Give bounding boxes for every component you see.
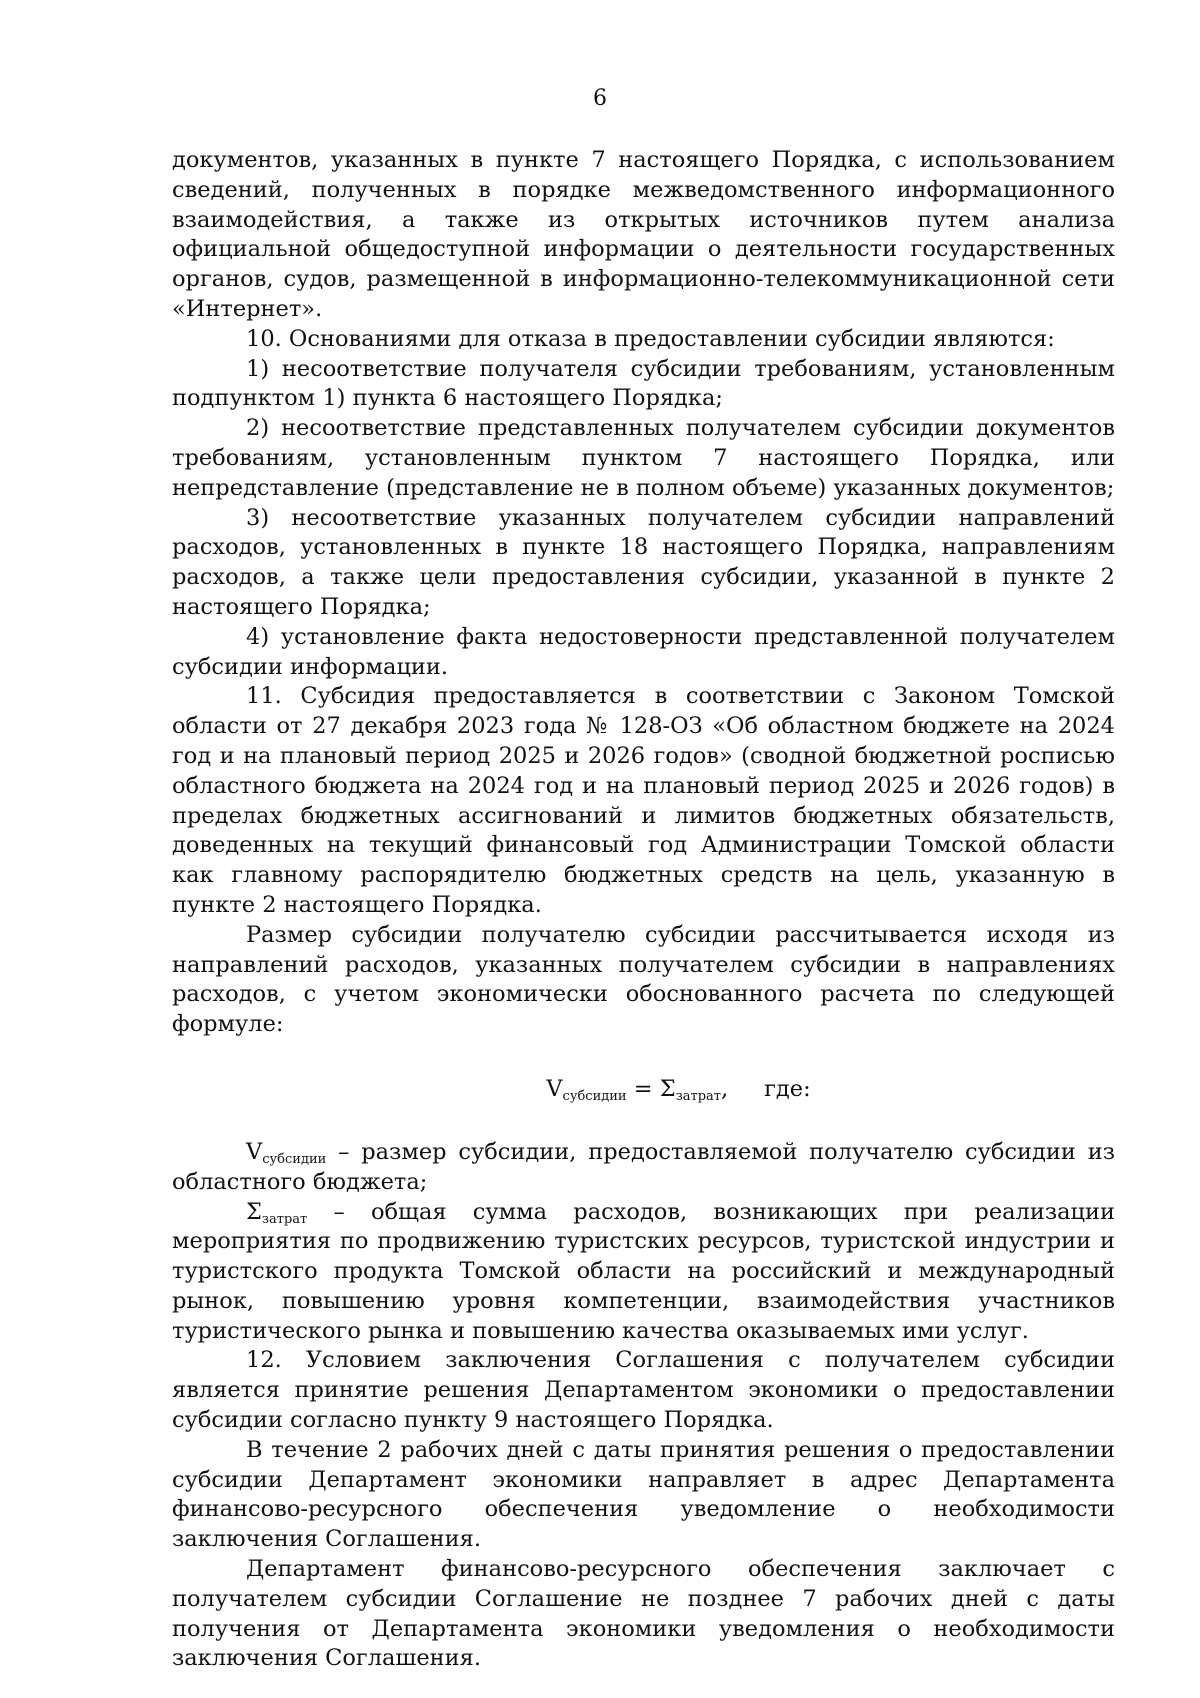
paragraph: В течение 2 рабочих дней с даты принятия решения о предоставлении субсидии Департамент экономики направляет в адрес Департамента финансово-ресурсного обеспечения уведомление о необходимости заключения Соглашения. bbox=[172, 1436, 1115, 1553]
formula-v-subscript: субсидии bbox=[562, 1088, 627, 1104]
paragraph: 12. Условием заключения Соглашения с получателем субсидии является принятие решения Департаментом экономики о предоставлении субсидии согласно пункту 9 настоящего Порядка. bbox=[172, 1347, 1115, 1434]
formula bbox=[172, 1074, 1115, 1104]
paragraph: 10. Основаниями для отказа в предоставлении субсидии являются: bbox=[246, 325, 1055, 352]
paragraph: 4) установление факта недостоверности представленной получателем субсидии информации. bbox=[172, 623, 1115, 680]
page-number: 6 bbox=[593, 86, 607, 111]
formula-sigma-subscript: затрат bbox=[675, 1088, 721, 1104]
definition-text: – общая сумма расходов, возникающих при реализации мероприятия по продвижению туристских ресурсов, туристской индустрии и туристского продукта Томской области на российский и международный рынок, повышению уровня компетенции, взаимодействия участников туристического рынка и повышению качества оказываемых ими услуг. bbox=[172, 1198, 1115, 1344]
paragraph: 11. Субсидия предоставляется в соответствии с Законом Томской области от 27 декабря 2023 года № 128-ОЗ «Об областном бюджете на 2024 год и на плановый период 2025 и 2026 годов» (сводной бюджетной росписью областного бюджета на 2024 год и на плановый период 2025 и 2026 годов) в пределах бюджетных ассигнований и лимитов бюджетных обязательств, доведенных на текущий финансовый год Администрации Томской области как главному распорядителю бюджетных средств на цель, указанную в пункте 2 настоящего Порядка. bbox=[172, 683, 1115, 918]
definition-subscript: субсидии bbox=[262, 1151, 327, 1167]
formula-sigma-symbol: Σ bbox=[659, 1075, 676, 1102]
formula-v-symbol: V bbox=[546, 1075, 563, 1102]
formula-equals: = bbox=[626, 1075, 660, 1102]
paragraph: 1) несоответствие получателя субсидии требованиям, установленным подпунктом 1) пункта 6 настоящего Порядка; bbox=[172, 355, 1115, 412]
paragraph: 2) несоответствие представленных получателем субсидии документов требованиям, установленным пунктом 7 настоящего Порядка, или непредставление (представление не в полном объеме) указанных документов; bbox=[172, 415, 1115, 501]
paragraphs-top bbox=[172, 146, 1115, 1040]
definitions bbox=[172, 1138, 1115, 1347]
definition-item bbox=[172, 1138, 1115, 1198]
definition-symbol: Σ bbox=[246, 1198, 262, 1225]
formula-where: где: bbox=[764, 1075, 811, 1102]
definition-text: – размер субсидии, предоставляемой получателю субсидии из областного бюджета; bbox=[172, 1138, 1115, 1195]
paragraph: 3) несоответствие указанных получателем субсидии направлений расходов, установленных в пункте 18 настоящего Порядка, направлениям расходов, а также цели предоставления субсидии, указанной в пункте 2 настоящего Порядка; bbox=[172, 504, 1115, 620]
document-body bbox=[172, 146, 1115, 1674]
definition-subscript: затрат bbox=[261, 1211, 308, 1227]
definition-item bbox=[172, 1198, 1115, 1347]
formula-comma: , bbox=[720, 1075, 729, 1102]
paragraph: документов, указанных в пункте 7 настоящего Порядка, с использованием сведений, полученных в порядке межведомственного информационного взаимодействия, а также из открытых источников путем анализа официальной общедоступной информации о деятельности государственных органов, судов, размещенной в информационно-телекоммуникационной сети «Интернет». bbox=[172, 147, 1115, 322]
paragraph: Размер субсидии получателю субсидии рассчитывается исходя из направлений расходов, указанных получателем субсидии в направлениях расходов, с учетом экономически обоснованного расчета по следующей формуле: bbox=[172, 921, 1115, 1038]
definition-symbol: V bbox=[246, 1138, 263, 1165]
paragraph: Департамент финансово-ресурсного обеспечения заключает с получателем субсидии Соглашение не позднее 7 рабочих дней с даты получения от Департамента экономики уведомления о необходимости заключения Соглашения. bbox=[172, 1556, 1115, 1672]
paragraphs-bottom bbox=[172, 1346, 1115, 1674]
